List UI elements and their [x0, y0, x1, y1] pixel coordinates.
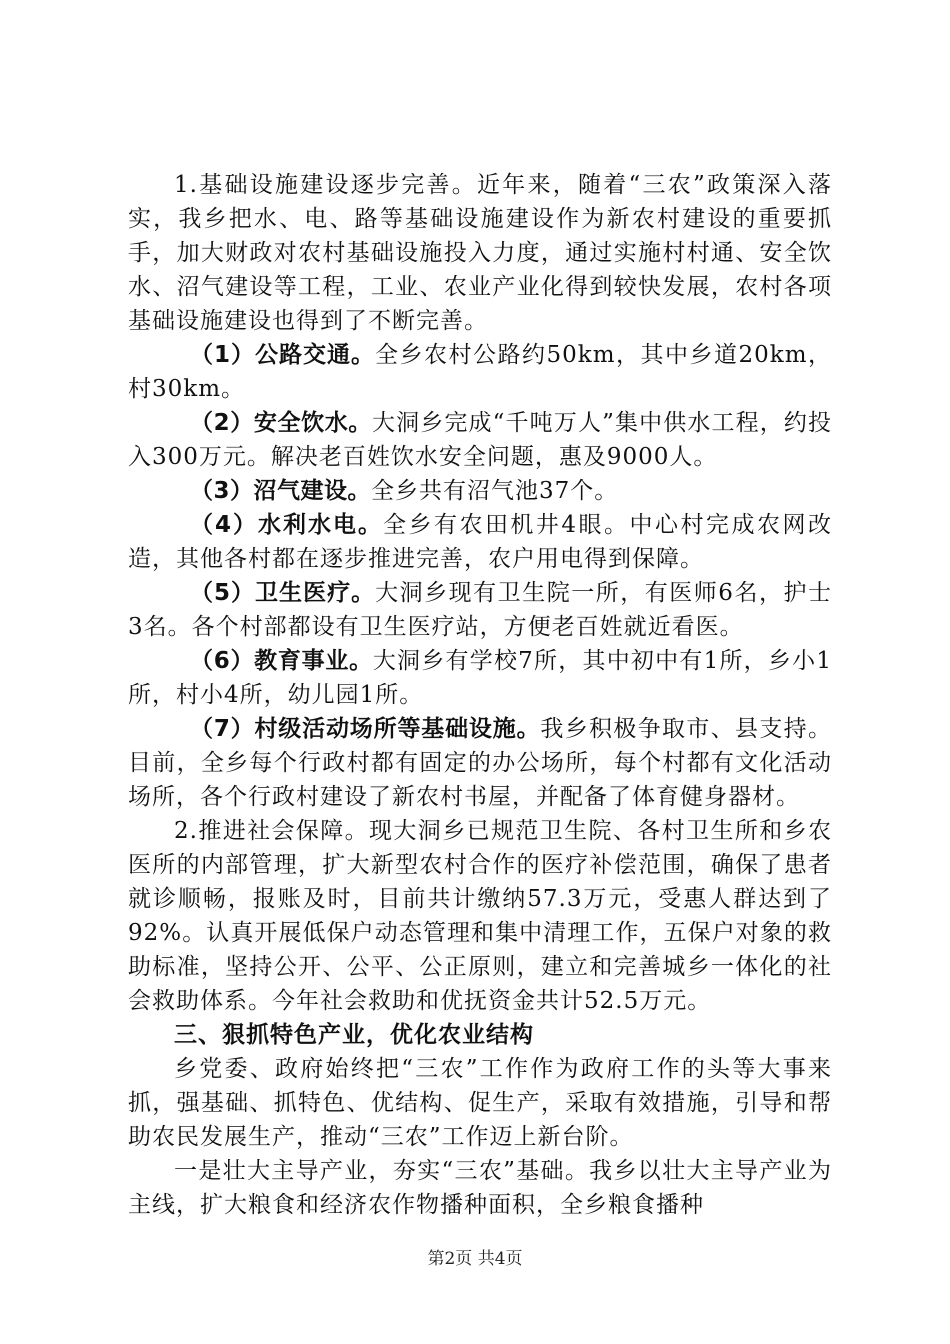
item-biogas	[128, 474, 832, 508]
item-text: 我乡积极争取市、县支持。目前，全乡每个行政村都有固定的办公场所，每个村都有文化活动场所，各个行政村建设了新农村书屋，并配备了体育健身器材。	[128, 716, 832, 810]
item-text: 大洞乡现有卫生院一所，有医师6名，护士3名。各个村部都设有卫生医疗站，方便老百姓就近看医。	[128, 580, 832, 640]
item-water-power	[128, 508, 832, 576]
item-text: 大洞乡有学校7所，其中初中有1所，乡小1所，村小4所，幼儿园1所。	[128, 648, 832, 708]
item-health-care	[128, 576, 832, 644]
page-footer: 第2页 共4页	[427, 1249, 523, 1269]
item-head: （4）水利水电。	[190, 512, 383, 538]
item-head: （2）安全饮水。	[190, 410, 373, 436]
paragraph-leading-industry: 一是壮大主导产业，夯实“三农”基础。我乡以壮大主导产业为主线，扩大粮食和经济农作物播种面积，全乡粮食播种	[128, 1158, 832, 1218]
paragraph-infrastructure: 1.基础设施建设逐步完善。近年来，随着“三农”政策深入落实，我乡把水、电、路等基础设施建设作为新农村建设的重要抓手，加大财政对农村基础设施投入力度，通过实施村村通、安全饮水、沼气建设等工程，工业、农业产业化得到较快发展，农村各项基础设施建设也得到了不断完善。	[128, 172, 832, 334]
item-head: （5）卫生医疗。	[190, 580, 376, 606]
item-head: （7）村级活动场所等基础设施。	[190, 716, 541, 742]
item-village-facilities	[128, 712, 832, 814]
paragraph-three-rural: 乡党委、政府始终把“三农”工作作为政府工作的头等大事来抓，强基础、抓特色、优结构、促生产，采取有效措施，引导和帮助农民发展生产，推动“三农”工作迈上新台阶。	[128, 1056, 832, 1150]
item-drinking-water	[128, 406, 832, 474]
item-head: （6）教育事业。	[190, 648, 373, 674]
paragraph-social-security: 2.推进社会保障。现大洞乡已规范卫生院、各村卫生所和乡农医所的内部管理，扩大新型农村合作的医疗补偿范围，确保了患者就诊顺畅，报账及时，目前共计缴纳57.3万元，受惠人群达到了92%。认真开展低保户动态管理和集中清理工作，五保户对象的救助标准，坚持公开、公平、公正原则，建立和完善城乡一体化的社会救助体系。今年社会救助和优抚资金共计52.5万元。	[128, 818, 832, 1014]
item-head: （3）沼气建设。	[190, 478, 372, 504]
section-heading-3: 三、狠抓特色产业，优化农业结构	[174, 1022, 534, 1048]
item-text: 大洞乡完成“千吨万人”集中供水工程，约投入300万元。解决老百姓饮水安全问题，惠及9000人。	[128, 410, 832, 470]
document-body	[128, 168, 832, 1222]
item-road-traffic	[128, 338, 832, 406]
item-education	[128, 644, 832, 712]
item-text: 全乡农村公路约50km，其中乡道20km，村30km。	[128, 342, 832, 402]
item-text: 全乡共有沼气池37个。	[371, 478, 619, 504]
item-text: 全乡有农田机井4眼。中心村完成农网改造，其他各村都在逐步推进完善，农户用电得到保障。	[128, 512, 832, 572]
item-head: （1）公路交通。	[190, 342, 375, 368]
